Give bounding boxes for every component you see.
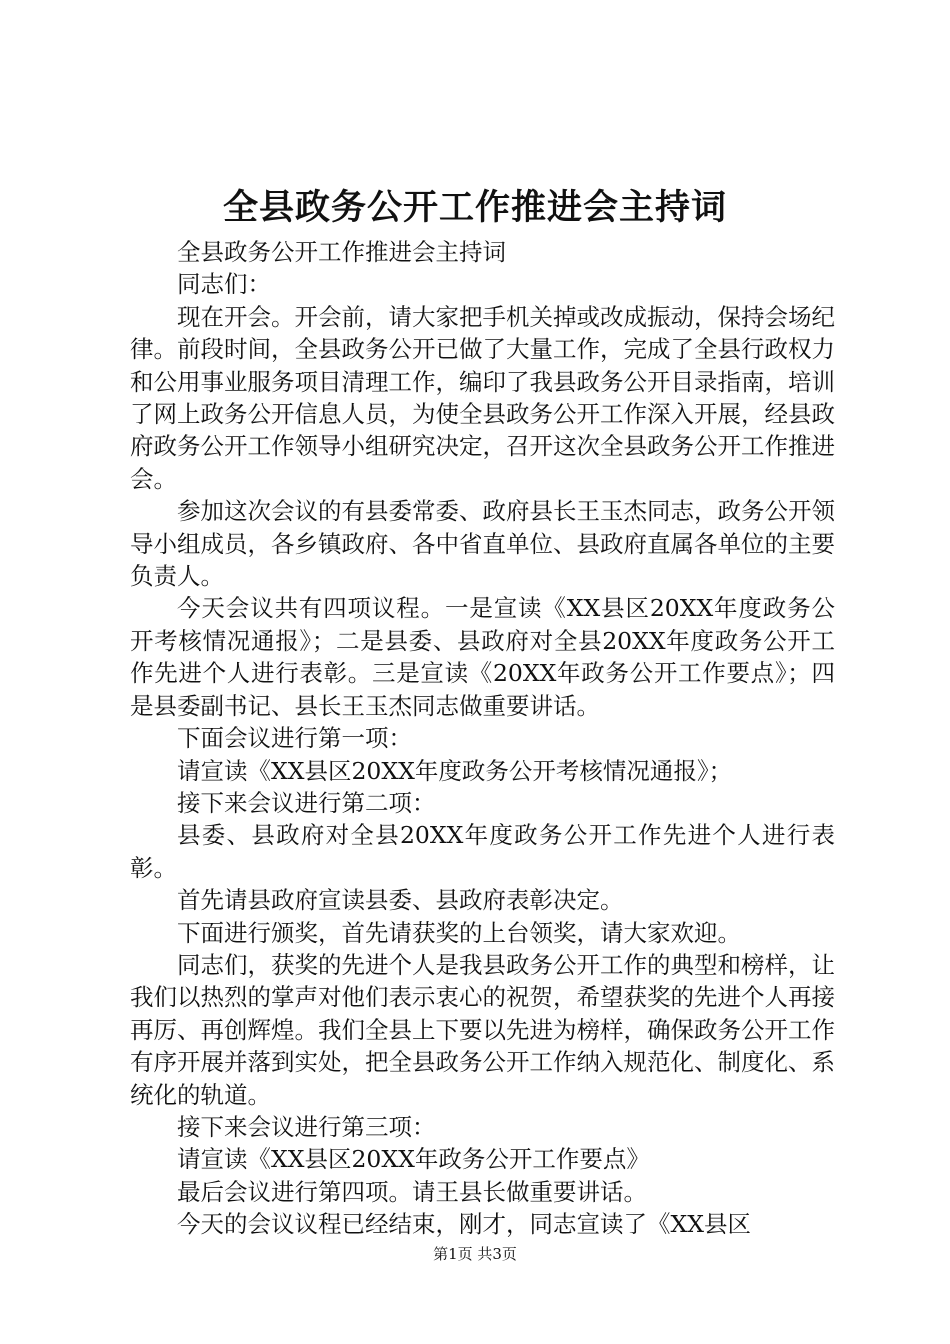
paragraph-congratulations: 同志们，获奖的先进个人是我县政务公开工作的典型和榜样，让我们以热烈的掌声对他们表示衷心的祝贺，希望获奖的先进个人再接再厉、再创辉煌。我们全县上下要以先进为榜样，确保政务公开工作有序开展并落到实处，把全县政务公开工作纳入规范化、制度化、系统化的轨道。 [130,950,835,1109]
paragraph-item-one: 下面会议进行第一项： [177,724,412,753]
paragraph-opening: 现在开会。开会前，请大家把手机关掉或改成振动，保持会场纪律。前段时间，全县政务公开已做了大量工作，完成了全县行政权力和公用事业服务项目清理工作，编印了我县政务公开目录指南，培训了网上政务公开信息人员，为使全县政务公开工作深入开展，经县政府政务公开工作领导小组研究决定，召开这次全县政务公开工作推进会。 [130,302,835,493]
paragraph-salutation: 同志们： [177,270,271,299]
paragraph-read-keypoints: 请宣读《XX县区20XX年政务公开工作要点》 [177,1145,650,1174]
paragraph-attendees: 参加这次会议的有县委常委、政府县长王玉杰同志，政务公开领导小组成员，各乡镇政府、各中省直单位、县政府直属各单位的主要负责人。 [130,497,835,591]
paragraph-subtitle: 全县政务公开工作推进会主持词 [177,238,506,266]
page-footer: 第1页 共3页 [433,1245,517,1263]
paragraph-item-two: 接下来会议进行第二项： [177,788,436,817]
paragraph-awards: 下面进行颁奖，首先请获奖的上台领奖，请大家欢迎。 [177,918,741,947]
paragraph-closing: 今天的会议议程已经结束，刚才，同志宣读了《XX县区 [177,1210,751,1239]
paragraph-read-decision: 首先请县政府宣读县委、县政府表彰决定。 [177,886,624,915]
document-body [130,236,835,1241]
paragraph-read-report: 请宣读《XX县区20XX年度政务公开考核情况通报》； [177,756,733,785]
paragraph-commendation: 县委、县政府对全县20XX年度政务公开工作先进个人进行表彰。 [130,821,835,882]
paragraph-item-three: 接下来会议进行第三项： [177,1112,436,1141]
paragraph-item-four: 最后会议进行第四项。请王县长做重要讲话。 [177,1177,647,1206]
document-title: 全县政务公开工作推进会主持词 [222,187,727,228]
paragraph-agenda: 今天会议共有四项议程。一是宣读《XX县区20XX年度政务公开考核情况通报》；二是县委、县政府对全县20XX年度政务公开工作先进个人进行表彰。三是宣读《20XX年政务公开工作要点》；四是县委副书记、县长王玉杰同志做重要讲话。 [130,594,835,720]
